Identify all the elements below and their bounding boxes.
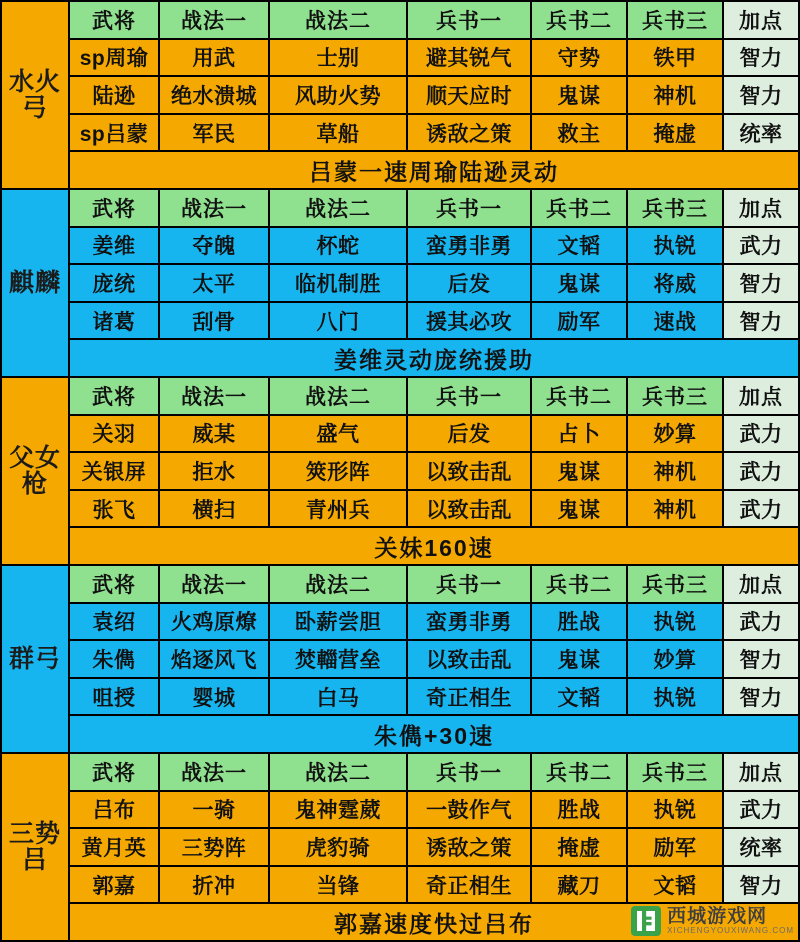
groups-container <box>0 2 800 940</box>
table-cell: 铁甲 <box>628 40 722 76</box>
column-header: 战法二 <box>270 378 406 414</box>
column-header: 战法一 <box>160 566 268 602</box>
table-cell: 风助火势 <box>270 77 406 113</box>
group-note: 朱儁+30速 <box>70 716 798 752</box>
table-row <box>70 40 798 76</box>
table-row <box>70 829 798 865</box>
general-name-cell: 姜维 <box>70 228 158 264</box>
group-3 <box>0 378 800 564</box>
table-cell: 援其必攻 <box>408 303 530 339</box>
column-header: 武将 <box>70 378 158 414</box>
column-header: 兵书二 <box>532 566 626 602</box>
table-cell: 顺天应时 <box>408 77 530 113</box>
group-body <box>70 566 798 752</box>
general-name-cell: 关银屏 <box>70 453 158 489</box>
column-header: 加点 <box>724 2 798 38</box>
table-cell: 以致击乱 <box>408 453 530 489</box>
table-cell: 威某 <box>160 416 268 452</box>
table-cell: 刮骨 <box>160 303 268 339</box>
table-cell: 将威 <box>628 265 722 301</box>
table-cell: 杯蛇 <box>270 228 406 264</box>
column-header: 加点 <box>724 754 798 790</box>
table-row <box>70 792 798 828</box>
column-header: 兵书一 <box>408 754 530 790</box>
general-name-cell: 吕布 <box>70 792 158 828</box>
table-cell: 青州兵 <box>270 491 406 527</box>
table-cell: 统率 <box>724 829 798 865</box>
table-cell: 神机 <box>628 453 722 489</box>
group-4 <box>0 566 800 752</box>
group-5 <box>0 754 800 940</box>
table-cell: 用武 <box>160 40 268 76</box>
table-cell: 智力 <box>724 303 798 339</box>
table-cell: 执锐 <box>628 228 722 264</box>
group-body <box>70 754 798 940</box>
table-cell: 鬼谋 <box>532 641 626 677</box>
table-cell: 执锐 <box>628 604 722 640</box>
general-name-cell: 陆逊 <box>70 77 158 113</box>
table-header-row <box>70 378 798 414</box>
table-cell: 励军 <box>628 829 722 865</box>
table-cell: 励军 <box>532 303 626 339</box>
column-header: 兵书一 <box>408 378 530 414</box>
table-cell: 掩虚 <box>628 115 722 151</box>
column-header: 战法二 <box>270 566 406 602</box>
column-header: 武将 <box>70 566 158 602</box>
table-cell: 拒水 <box>160 453 268 489</box>
table-cell: 胜战 <box>532 792 626 828</box>
table-cell: 智力 <box>724 679 798 715</box>
group-body <box>70 2 798 188</box>
table-cell: 鬼谋 <box>532 77 626 113</box>
table-cell: 武力 <box>724 453 798 489</box>
general-name-cell: sp周瑜 <box>70 40 158 76</box>
table-cell: 鬼谋 <box>532 265 626 301</box>
table-cell: 掩虚 <box>532 829 626 865</box>
group-2 <box>0 190 800 376</box>
table-cell: 当锋 <box>270 867 406 903</box>
column-header: 战法一 <box>160 190 268 226</box>
group-label: 三势吕 <box>2 754 68 940</box>
general-name-cell: 黄月英 <box>70 829 158 865</box>
table-cell: 绝水溃城 <box>160 77 268 113</box>
watermark-subtitle: XICHENGYOUXIWANG.COM <box>667 925 794 935</box>
table-cell: 统率 <box>724 115 798 151</box>
column-header: 兵书一 <box>408 190 530 226</box>
table-cell: 执锐 <box>628 792 722 828</box>
general-name-cell: 郭嘉 <box>70 867 158 903</box>
general-name-cell: 庞统 <box>70 265 158 301</box>
group-note: 姜维灵动庞统援助 <box>70 340 798 376</box>
table-header-row <box>70 754 798 790</box>
table-cell: 以致击乱 <box>408 641 530 677</box>
watermark-title: 西城游戏网 <box>667 905 768 927</box>
column-header: 战法二 <box>270 754 406 790</box>
column-header: 武将 <box>70 754 158 790</box>
column-header: 兵书一 <box>408 2 530 38</box>
column-header: 兵书三 <box>628 566 722 602</box>
table-cell: 一骑 <box>160 792 268 828</box>
table-cell: 诱敌之策 <box>408 115 530 151</box>
table-cell: 武力 <box>724 792 798 828</box>
group-note: 郭嘉速度快过吕布 <box>70 904 798 940</box>
table-cell: 奇正相生 <box>408 679 530 715</box>
group-label: 群弓 <box>2 566 68 752</box>
table-cell: 武力 <box>724 228 798 264</box>
table-row <box>70 679 798 715</box>
column-header: 兵书三 <box>628 378 722 414</box>
table-cell: 折冲 <box>160 867 268 903</box>
table-cell: 奇正相生 <box>408 867 530 903</box>
table-row <box>70 115 798 151</box>
table-header-row <box>70 2 798 38</box>
group-body <box>70 378 798 564</box>
table-cell: 军民 <box>160 115 268 151</box>
table-row <box>70 77 798 113</box>
table-cell: 武力 <box>724 416 798 452</box>
group-label: 父女枪 <box>2 378 68 564</box>
group-body <box>70 190 798 376</box>
column-header: 武将 <box>70 2 158 38</box>
table-row <box>70 303 798 339</box>
column-header: 战法一 <box>160 2 268 38</box>
table-cell: 卧薪尝胆 <box>270 604 406 640</box>
table-cell: 临机制胜 <box>270 265 406 301</box>
column-header: 兵书一 <box>408 566 530 602</box>
table-cell: 八门 <box>270 303 406 339</box>
table-cell: 焰逐风飞 <box>160 641 268 677</box>
column-header: 兵书三 <box>628 2 722 38</box>
table-cell: 后发 <box>408 416 530 452</box>
table-cell: 救主 <box>532 115 626 151</box>
table-cell: 智力 <box>724 265 798 301</box>
table-cell: 虎豹骑 <box>270 829 406 865</box>
group-note: 吕蒙一速周瑜陆逊灵动 <box>70 152 798 188</box>
group-label: 水火弓 <box>2 2 68 188</box>
group-1 <box>0 2 800 188</box>
table-row <box>70 453 798 489</box>
table-cell: 以致击乱 <box>408 491 530 527</box>
table-cell: 横扫 <box>160 491 268 527</box>
general-name-cell: 张飞 <box>70 491 158 527</box>
table-cell: 夺魄 <box>160 228 268 264</box>
table-cell: 藏刀 <box>532 867 626 903</box>
table-cell: 诱敌之策 <box>408 829 530 865</box>
table-row <box>70 491 798 527</box>
table-cell: 武力 <box>724 604 798 640</box>
table-row <box>70 641 798 677</box>
general-name-cell: 朱儁 <box>70 641 158 677</box>
column-header: 战法二 <box>270 190 406 226</box>
column-header: 兵书三 <box>628 190 722 226</box>
table-cell: 智力 <box>724 641 798 677</box>
table-cell: 后发 <box>408 265 530 301</box>
table-cell: 文韬 <box>532 228 626 264</box>
column-header: 兵书二 <box>532 2 626 38</box>
table-cell: 妙算 <box>628 416 722 452</box>
table-cell: 武力 <box>724 491 798 527</box>
table-cell: 妙算 <box>628 641 722 677</box>
general-name-cell: 咀授 <box>70 679 158 715</box>
table-cell: 婴城 <box>160 679 268 715</box>
table-header-row <box>70 190 798 226</box>
table-cell: 执锐 <box>628 679 722 715</box>
table-cell: 智力 <box>724 867 798 903</box>
column-header: 兵书二 <box>532 190 626 226</box>
table-cell: 鬼谋 <box>532 491 626 527</box>
table-cell: 筴形阵 <box>270 453 406 489</box>
column-header: 加点 <box>724 378 798 414</box>
table-cell: 速战 <box>628 303 722 339</box>
group-label: 麒麟 <box>2 190 68 376</box>
table-row <box>70 416 798 452</box>
table-cell: 蛮勇非勇 <box>408 228 530 264</box>
table-cell: 鬼神霆葳 <box>270 792 406 828</box>
table-cell: 鬼谋 <box>532 453 626 489</box>
table-cell: 火鸡原燎 <box>160 604 268 640</box>
table-cell: 神机 <box>628 491 722 527</box>
general-name-cell: 关羽 <box>70 416 158 452</box>
table-row <box>70 228 798 264</box>
group-note: 关妹160速 <box>70 528 798 564</box>
column-header: 加点 <box>724 190 798 226</box>
table-cell: 智力 <box>724 40 798 76</box>
column-header: 加点 <box>724 566 798 602</box>
table-cell: 三势阵 <box>160 829 268 865</box>
general-name-cell: 诸葛 <box>70 303 158 339</box>
table-cell: 文韬 <box>628 867 722 903</box>
table-cell: 一鼓作气 <box>408 792 530 828</box>
general-name-cell: sp吕蒙 <box>70 115 158 151</box>
column-header: 战法一 <box>160 754 268 790</box>
table-cell: 焚輺营垒 <box>270 641 406 677</box>
table-cell: 白马 <box>270 679 406 715</box>
table-cell: 神机 <box>628 77 722 113</box>
column-header: 武将 <box>70 190 158 226</box>
table-header-row <box>70 566 798 602</box>
column-header: 战法一 <box>160 378 268 414</box>
column-header: 兵书二 <box>532 378 626 414</box>
table-cell: 士别 <box>270 40 406 76</box>
table-cell: 蛮勇非勇 <box>408 604 530 640</box>
column-header: 兵书二 <box>532 754 626 790</box>
table-cell: 胜战 <box>532 604 626 640</box>
table-cell: 避其锐气 <box>408 40 530 76</box>
table-cell: 太平 <box>160 265 268 301</box>
table-cell: 文韬 <box>532 679 626 715</box>
column-header: 战法二 <box>270 2 406 38</box>
table-cell: 草船 <box>270 115 406 151</box>
table-cell: 盛气 <box>270 416 406 452</box>
table-cell: 占卜 <box>532 416 626 452</box>
table-row <box>70 265 798 301</box>
table-cell: 智力 <box>724 77 798 113</box>
general-name-cell: 袁绍 <box>70 604 158 640</box>
column-header: 兵书三 <box>628 754 722 790</box>
table-row <box>70 867 798 903</box>
table-row <box>70 604 798 640</box>
table-cell: 守势 <box>532 40 626 76</box>
